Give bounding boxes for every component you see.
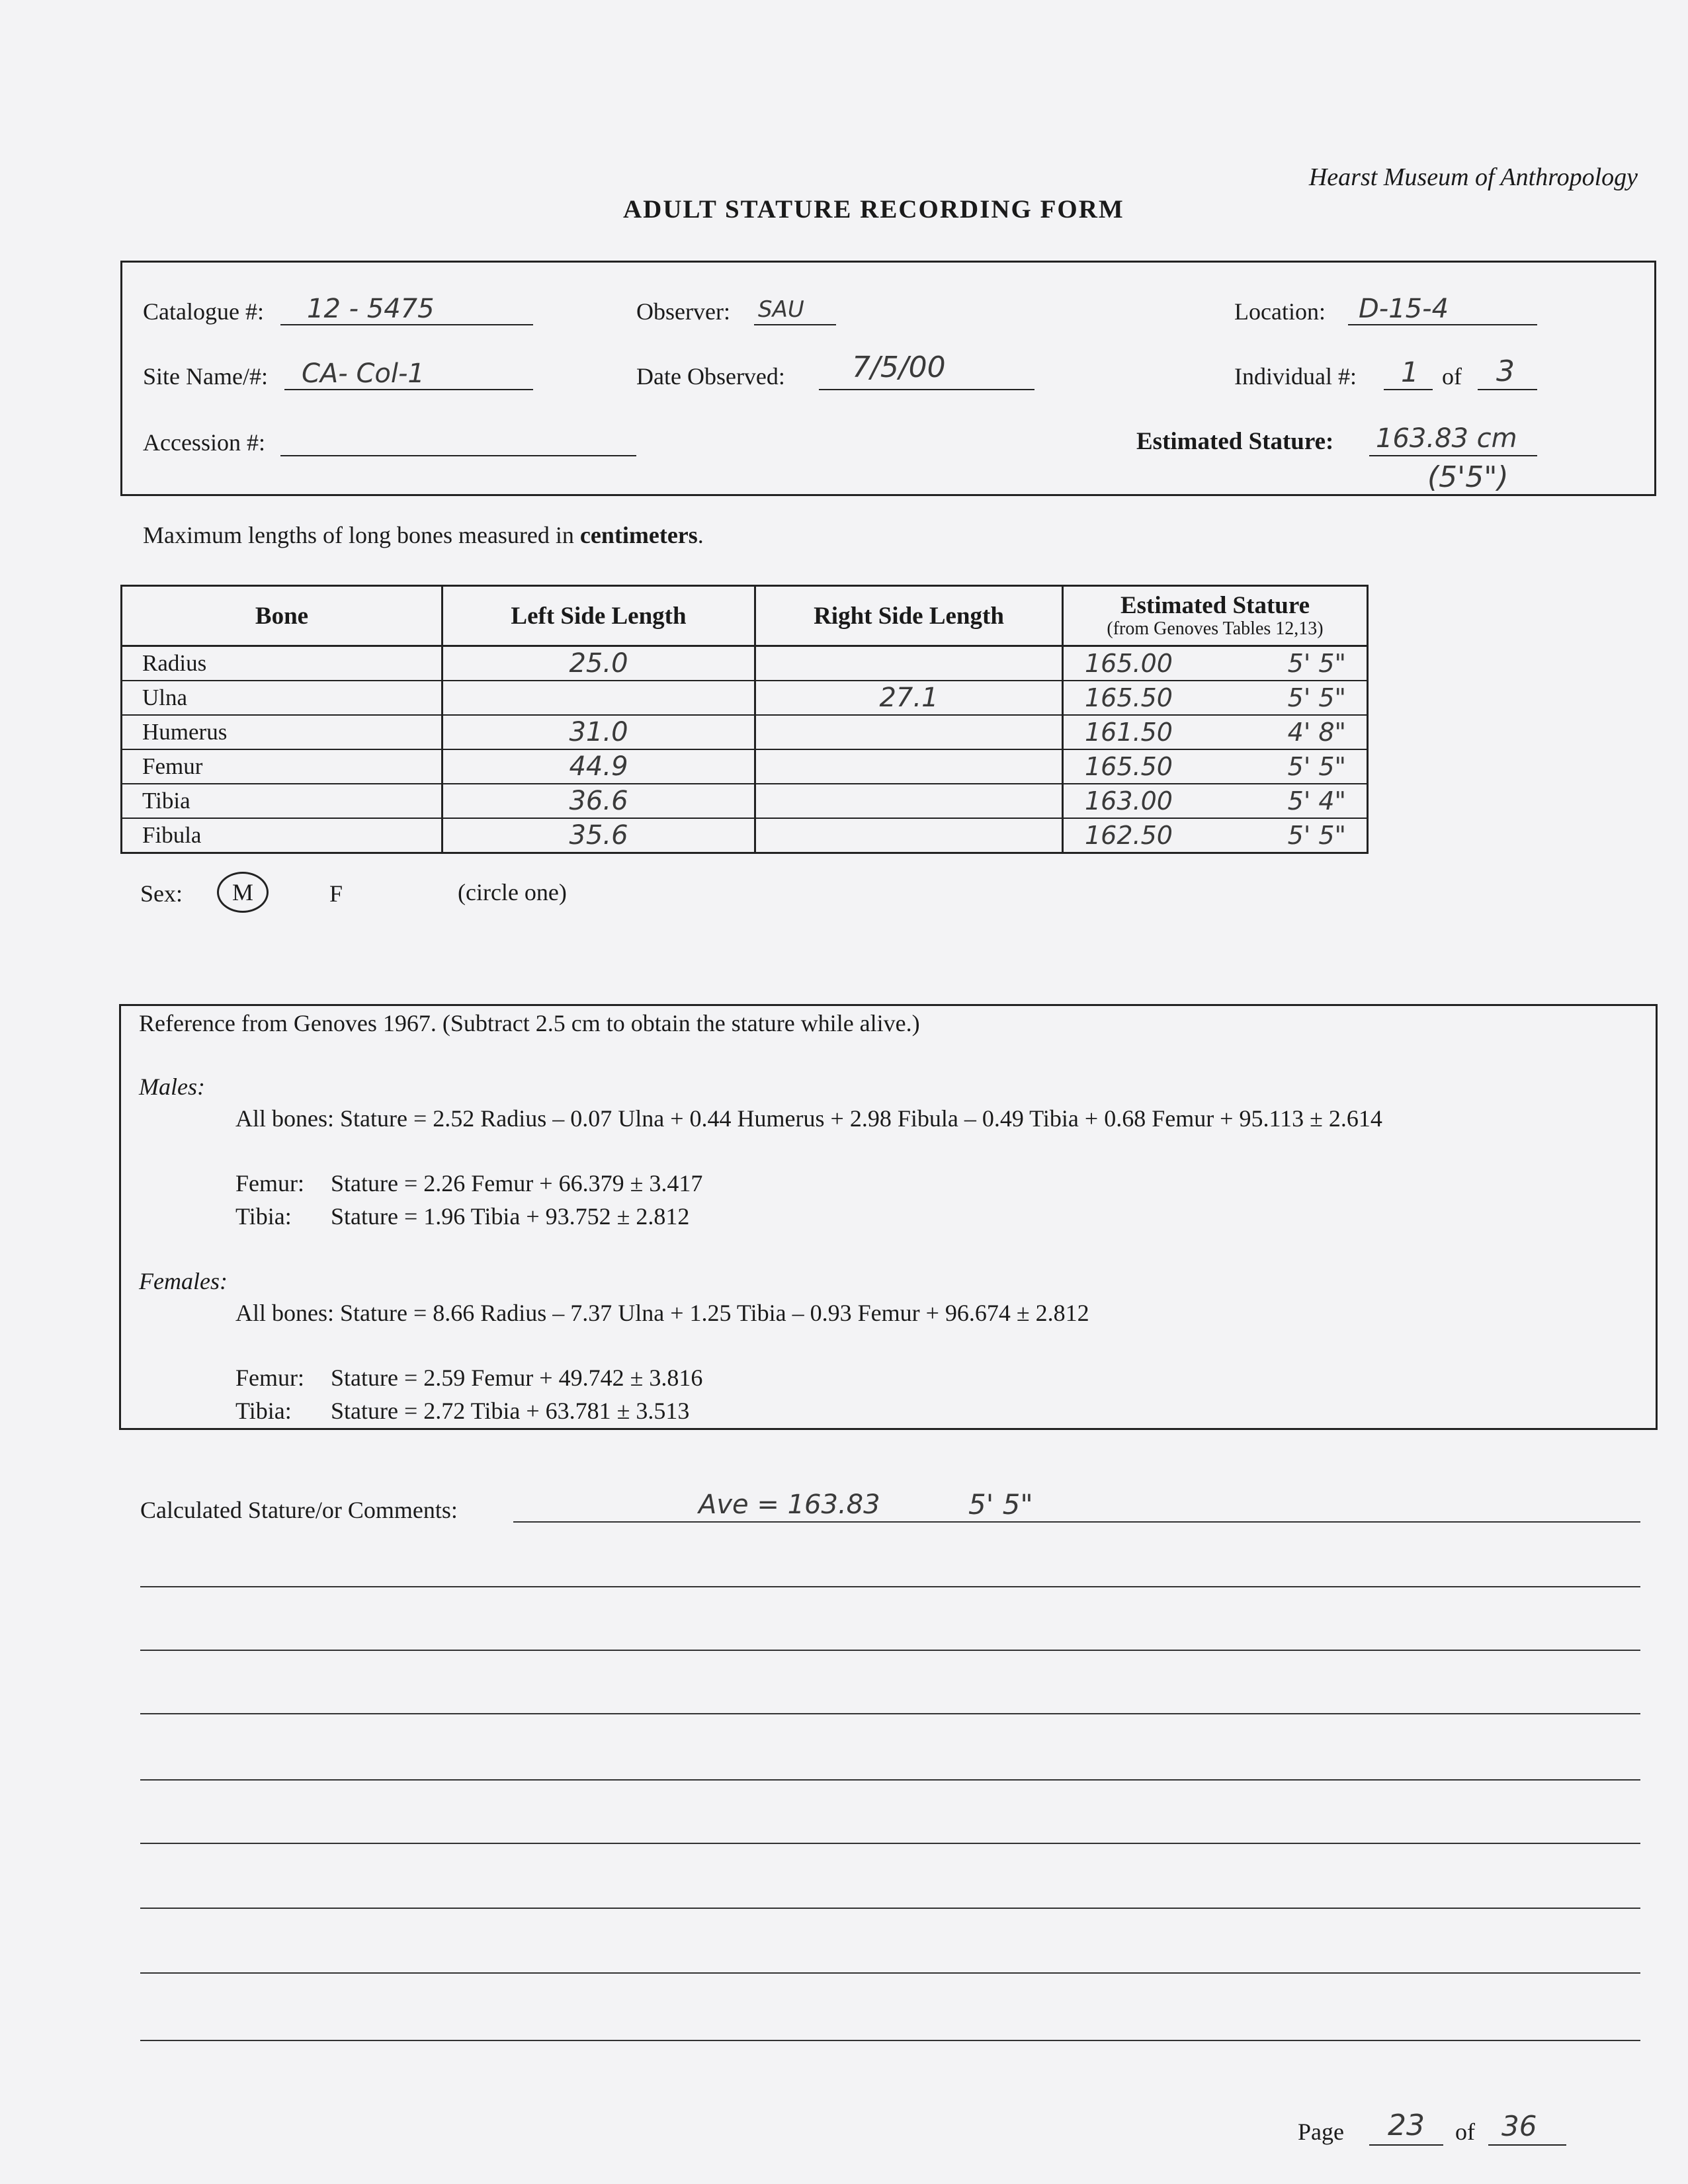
- comments-field-line-8[interactable]: [140, 1972, 1640, 1974]
- stature-cm: 162.50: [1085, 821, 1173, 850]
- table-row: [122, 784, 1368, 818]
- right-length[interactable]: [755, 784, 1063, 818]
- comments-field-line-9[interactable]: [140, 2040, 1640, 2041]
- measurement-note-prefix: Maximum lengths of long bones measured in: [143, 522, 580, 548]
- header-left: Left Side Length: [443, 586, 755, 646]
- bone-name: Femur: [122, 749, 443, 784]
- table-row: [122, 749, 1368, 784]
- bone-name: Humerus: [122, 715, 443, 749]
- females-all-formula: All bones: Stature = 8.66 Radius – 7.37 Ulna + 1.25 Tibia – 0.93 Femur + 96.674 ± 2.812: [235, 1300, 1089, 1326]
- comments-field-line-3[interactable]: [140, 1650, 1640, 1651]
- left-length[interactable]: 25.0: [443, 646, 755, 681]
- males-tibia-label: Tibia:: [235, 1203, 292, 1230]
- left-length[interactable]: 36.6: [443, 784, 755, 818]
- females-heading: Females:: [139, 1268, 228, 1294]
- stature-cm: 165.50: [1085, 752, 1173, 781]
- males-heading-text: Males: [139, 1073, 197, 1100]
- comments-feet: 5' 5": [968, 1488, 1033, 1521]
- comments-field-line-2[interactable]: [140, 1586, 1640, 1587]
- header-stature-sub: (from Genoves Tables 12,13): [1107, 618, 1324, 639]
- females-femur-formula: Stature = 2.59 Femur + 49.742 ± 3.816: [331, 1365, 703, 1391]
- accession-label: Accession #:: [143, 429, 265, 456]
- reference-title: Reference from Genoves 1967. (Subtract 2.5 cm to obtain the stature while alive.): [139, 1010, 920, 1036]
- stature-cm: 163.00: [1085, 786, 1173, 816]
- header-stature: [1063, 586, 1368, 646]
- sex-label: Sex:: [140, 880, 183, 907]
- sex-male-label: M: [232, 879, 253, 905]
- site-value: CA- Col-1: [302, 358, 425, 389]
- left-length[interactable]: 44.9: [443, 749, 755, 784]
- observer-value: SAU: [758, 296, 804, 323]
- page-label: Page: [1298, 2119, 1344, 2145]
- page-num: 23: [1388, 2109, 1425, 2142]
- table-row: [122, 818, 1368, 853]
- comments-field-line-5[interactable]: [140, 1779, 1640, 1781]
- males-femur-label: Femur:: [235, 1170, 304, 1197]
- individual-of: of: [1442, 363, 1462, 390]
- date-label: Date Observed:: [636, 363, 785, 390]
- location-label: Location:: [1234, 298, 1326, 325]
- comments-field-line-4[interactable]: [140, 1713, 1640, 1714]
- estimated-stature-value: 163.83 cm: [1376, 423, 1517, 454]
- site-label: Site Name/#:: [143, 363, 268, 390]
- comments-field-line-7[interactable]: [140, 1908, 1640, 1909]
- males-heading: Males:: [139, 1073, 205, 1100]
- comments-label: Calculated Stature/or Comments:: [140, 1497, 458, 1523]
- observer-label: Observer:: [636, 298, 730, 325]
- sex-note: (circle one): [458, 879, 567, 905]
- table-row: [122, 646, 1368, 681]
- females-tibia-formula: Stature = 2.72 Tibia + 63.781 ± 3.513: [331, 1398, 690, 1424]
- bone-name: Fibula: [122, 818, 443, 853]
- table-row: [122, 715, 1368, 749]
- right-length[interactable]: [755, 715, 1063, 749]
- right-length[interactable]: [755, 818, 1063, 853]
- females-heading-text: Females: [139, 1268, 220, 1294]
- header-bone: Bone: [122, 586, 443, 646]
- stature-cm: 165.00: [1085, 649, 1173, 678]
- date-value: 7/5/00: [852, 351, 946, 384]
- left-length[interactable]: [443, 681, 755, 715]
- stature-ft: 5' 4": [1287, 786, 1346, 816]
- individual-label: Individual #:: [1234, 363, 1357, 390]
- comments-field-line-1[interactable]: [513, 1521, 1640, 1523]
- individual-total: 3: [1496, 355, 1515, 388]
- sex-female-option[interactable]: F: [329, 880, 343, 907]
- form-title: ADULT STATURE RECORDING FORM: [623, 195, 1124, 224]
- males-tibia-formula: Stature = 1.96 Tibia + 93.752 ± 2.812: [331, 1203, 690, 1230]
- right-length[interactable]: [755, 646, 1063, 681]
- header-right: Right Side Length: [755, 586, 1063, 646]
- left-length[interactable]: 35.6: [443, 818, 755, 853]
- right-length[interactable]: [755, 749, 1063, 784]
- stature-ft: 5' 5": [1287, 752, 1346, 781]
- stature-cm: 161.50: [1085, 718, 1173, 747]
- catalogue-label: Catalogue #:: [143, 298, 264, 325]
- stature-cell[interactable]: [1063, 749, 1368, 784]
- catalogue-value: 12 - 5475: [307, 294, 435, 324]
- page-total: 36: [1501, 2110, 1537, 2142]
- right-length[interactable]: 27.1: [755, 681, 1063, 715]
- measurement-unit: centimeters: [579, 522, 698, 548]
- sex-male-option[interactable]: [217, 872, 269, 913]
- stature-cm: 165.50: [1085, 683, 1173, 712]
- table-row: [122, 681, 1368, 715]
- stature-cell[interactable]: [1063, 784, 1368, 818]
- bone-name: Tibia: [122, 784, 443, 818]
- bone-name: Radius: [122, 646, 443, 681]
- museum-name: Hearst Museum of Anthropology: [1308, 163, 1638, 191]
- comments-average: Ave = 163.83: [698, 1490, 880, 1520]
- page-of: of: [1455, 2119, 1475, 2145]
- stature-ft: 4' 8": [1287, 718, 1346, 747]
- comments-field-line-6[interactable]: [140, 1843, 1640, 1844]
- females-femur-label: Femur:: [235, 1365, 304, 1391]
- stature-cell[interactable]: [1063, 818, 1368, 853]
- estimated-stature-label: Estimated Stature:: [1136, 428, 1334, 455]
- bone-table-header: [122, 586, 1368, 646]
- bone-name: Ulna: [122, 681, 443, 715]
- stature-cell[interactable]: [1063, 681, 1368, 715]
- individual-value: 1: [1401, 356, 1419, 388]
- stature-ft: 5' 5": [1287, 649, 1346, 678]
- stature-cell[interactable]: [1063, 646, 1368, 681]
- location-value: D-15-4: [1359, 294, 1449, 324]
- header-stature-title: Estimated Stature: [1120, 591, 1310, 619]
- estimated-stature-ft: (5'5"): [1427, 460, 1509, 494]
- left-length[interactable]: 31.0: [443, 715, 755, 749]
- males-femur-formula: Stature = 2.26 Femur + 66.379 ± 3.417: [331, 1170, 703, 1197]
- accession-field[interactable]: [280, 425, 636, 456]
- measurement-note: [143, 521, 704, 549]
- measurement-note-suffix: .: [697, 522, 704, 548]
- stature-ft: 5' 5": [1287, 683, 1346, 712]
- males-all-formula: All bones: Stature = 2.52 Radius – 0.07 Ulna + 0.44 Humerus + 2.98 Fibula – 0.49 Tibia + 0.68 Femur + 95.113 ± 2.614: [235, 1105, 1382, 1132]
- stature-cell[interactable]: [1063, 715, 1368, 749]
- females-tibia-label: Tibia:: [235, 1398, 292, 1424]
- bone-table: [120, 585, 1369, 854]
- stature-ft: 5' 5": [1287, 821, 1346, 850]
